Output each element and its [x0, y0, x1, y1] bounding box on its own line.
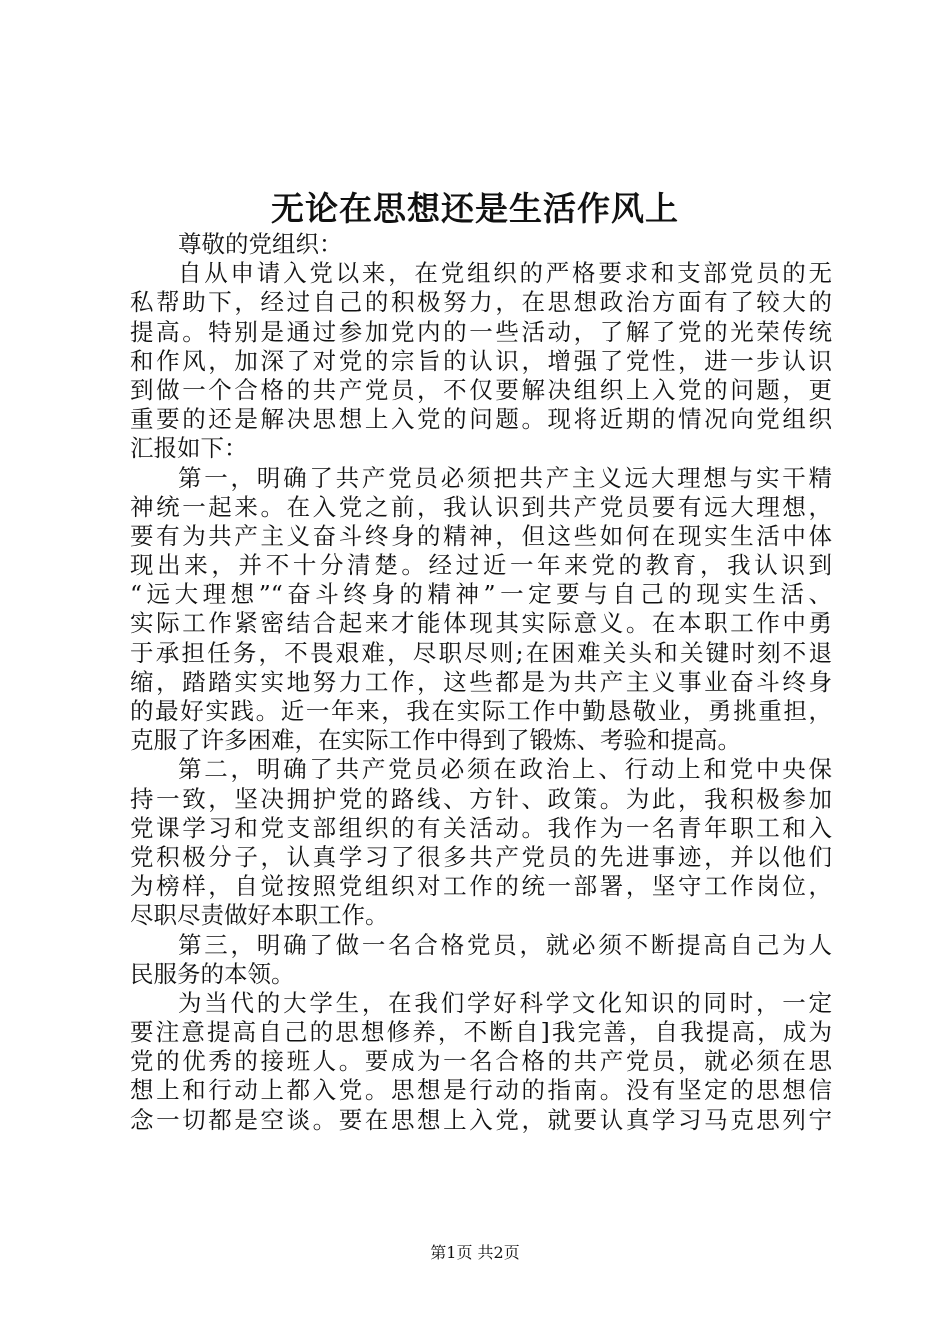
- text-line: “远大理想”“奋斗终身的精神”一定要与自己的现实生活、: [130, 580, 832, 609]
- text-line: 到做一个合格的共产党员，不仅要解决组织上入党的问题，更: [130, 375, 832, 404]
- text-line: 要有为共产主义奋斗终身的精神，但这些如何在现实生活中体: [130, 521, 832, 550]
- text-line: 念一切都是空谈。要在思想上入党，就要认真学习马克思列宁: [130, 1105, 832, 1134]
- text-line: 克服了许多困难，在实际工作中得到了锻炼、考验和提高。: [130, 726, 741, 755]
- text-line: 的最好实践。近一年来，我在实际工作中勤恳敬业，勇挑重担，: [130, 697, 832, 725]
- text-line: 重要的还是解决思想上入党的问题。现将近期的情况向党组织: [130, 405, 832, 434]
- text-line: 第一，明确了共产党员必须把共产主义远大理想与实干精: [178, 463, 832, 492]
- text-line: 神统一起来。在入党之前，我认识到共产党员要有远大理想，: [130, 492, 832, 521]
- text-line: 缩，踏踏实实地努力工作，这些都是为共产主义事业奋斗终身: [130, 667, 832, 696]
- text-line: 私帮助下，经过自己的积极努力，在思想政治方面有了较大的: [130, 288, 832, 317]
- text-line: 持一致，坚决拥护党的路线、方针、政策。为此，我积极参加: [130, 784, 832, 813]
- text-line: 现出来，并不十分清楚。经过近一年来党的教育，我认识到: [130, 551, 832, 580]
- text-line: 于承担任务，不畏艰难，尽职尽则;在困难关头和关键时刻不退: [130, 638, 832, 667]
- text-line: 党课学习和党支部组织的有关活动。我作为一名青年职工和入: [130, 813, 832, 842]
- text-line: 尽职尽责做好本职工作。: [130, 901, 389, 930]
- text-line: 要注意提高自己的思想修养，不断自]我完善，自我提高，成为: [130, 1018, 832, 1047]
- text-line: 尊敬的党组织：: [178, 230, 343, 258]
- text-line: 第三，明确了做一名合格党员，就必须不断提高自己为人: [178, 930, 832, 959]
- text-line: 实际工作紧密结合起来才能体现其实际意义。在本职工作中勇: [130, 609, 832, 638]
- page-footer: 第1页 共2页: [430, 1243, 520, 1262]
- text-line: 党积极分子，认真学习了很多共产党员的先进事迹，并以他们: [130, 842, 832, 871]
- text-line: 为当代的大学生，在我们学好科学文化知识的同时，一定: [178, 988, 832, 1017]
- text-line: 想上和行动上都入党。思想是行动的指南。没有坚定的思想信: [130, 1076, 832, 1105]
- text-line: 党的优秀的接班人。要成为一名合格的共产党员，就必须在思: [130, 1047, 832, 1076]
- text-line: 自从申请入党以来，在党组织的严格要求和支部党员的无: [178, 259, 832, 288]
- text-line: 为榜样，自觉按照党组织对工作的统一部署，坚守工作岗位，: [130, 872, 832, 901]
- document-title: 无论在思想还是生活作风上: [271, 189, 679, 228]
- text-line: 和作风，加深了对党的宗旨的认识，增强了党性，进一步认识: [130, 346, 832, 375]
- document-body: [130, 230, 832, 1135]
- text-line: 汇报如下：: [130, 434, 248, 463]
- text-line: 提高。特别是通过参加党内的一些活动，了解了党的光荣传统: [130, 317, 832, 346]
- text-line: 第二，明确了共产党员必须在政治上、行动上和党中央保: [178, 755, 832, 784]
- text-line: 民服务的本领。: [130, 959, 295, 988]
